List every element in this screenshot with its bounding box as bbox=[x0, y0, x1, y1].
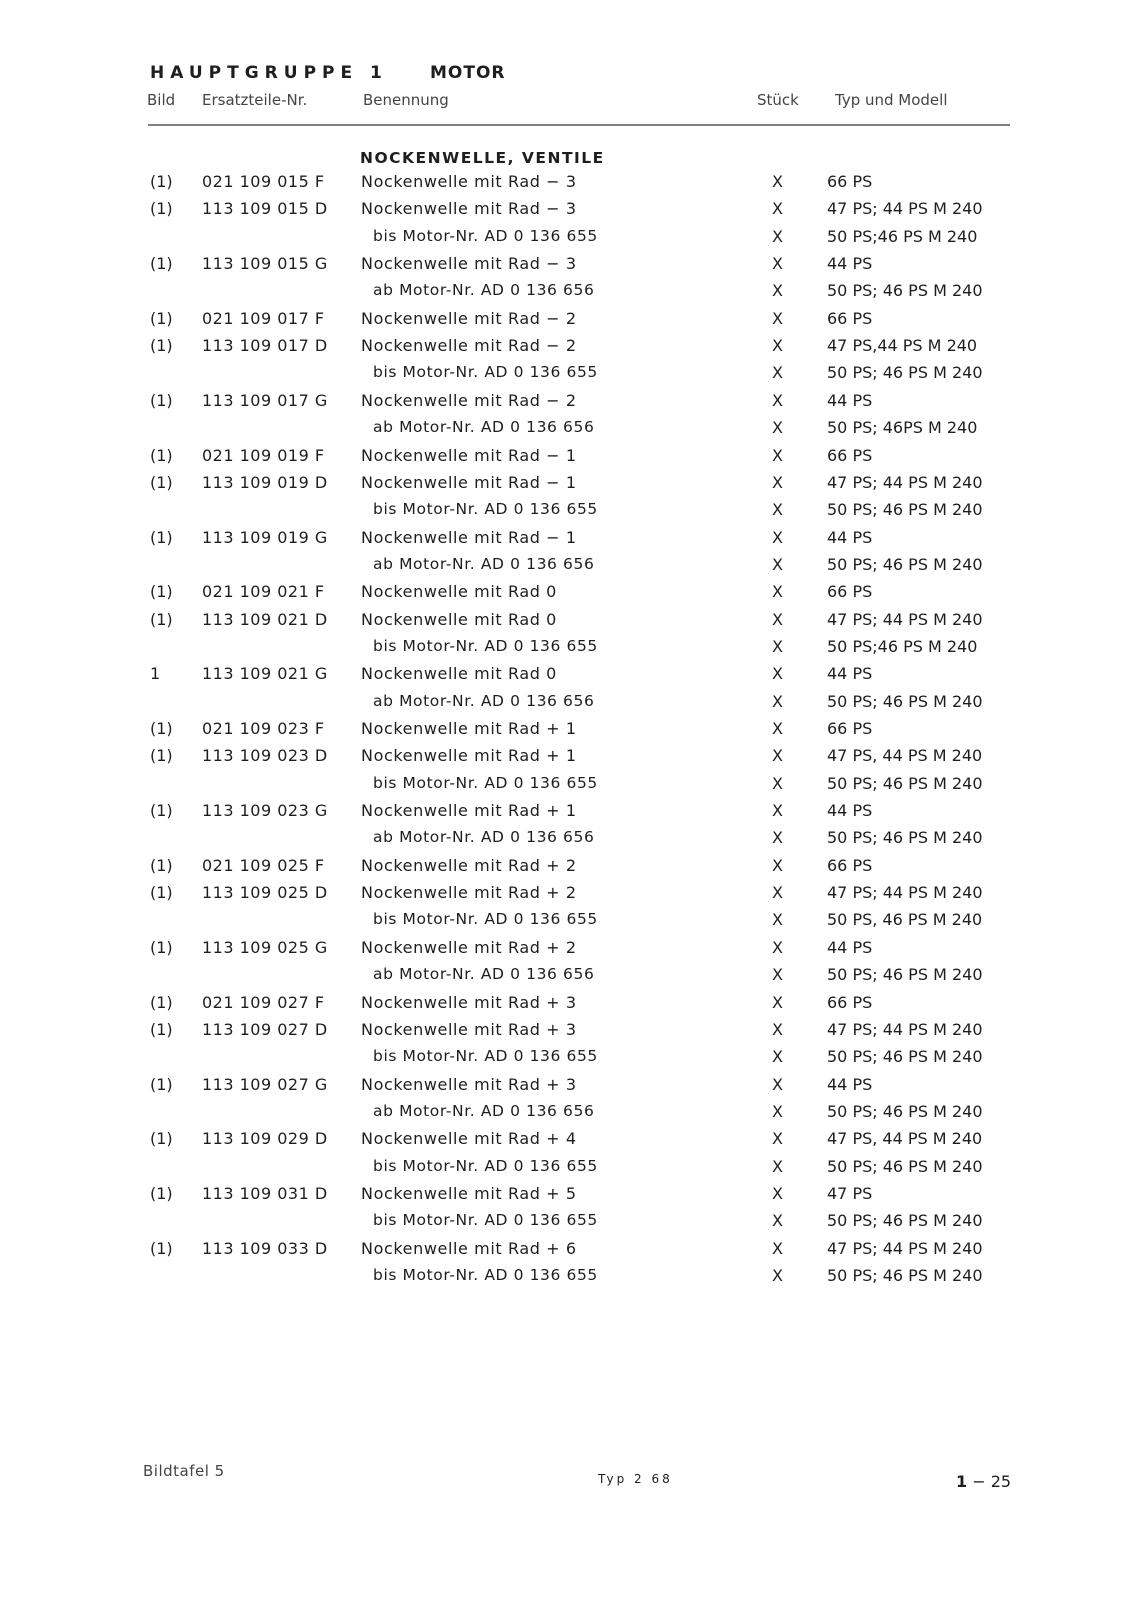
part-number-cell: 113 109 017 D bbox=[202, 336, 328, 356]
part-number-cell: 021 109 017 F bbox=[202, 308, 325, 328]
quantity-cell: X bbox=[772, 910, 783, 930]
quantity-cell: X bbox=[772, 937, 783, 957]
bild-cell: (1) bbox=[150, 883, 173, 903]
table-row bbox=[0, 254, 1136, 281]
page-number bbox=[956, 1472, 1011, 1491]
quantity-cell: X bbox=[772, 1211, 783, 1231]
table-row bbox=[0, 719, 1136, 746]
column-header-type-model: Typ und Modell bbox=[835, 91, 948, 109]
table-row bbox=[0, 610, 1136, 637]
main-group-title: HAUPTGRUPPE 1 bbox=[150, 63, 388, 83]
type-model-cell: 44 PS bbox=[827, 801, 873, 821]
part-number-cell: 113 109 019 G bbox=[202, 527, 328, 547]
quantity-cell: X bbox=[772, 1238, 783, 1258]
quantity-cell: X bbox=[772, 855, 783, 875]
quantity-cell: X bbox=[772, 1101, 783, 1121]
table-row bbox=[0, 391, 1136, 418]
column-header-quantity: Stück bbox=[757, 91, 799, 109]
table-row bbox=[0, 1239, 1136, 1266]
bild-cell: (1) bbox=[150, 1183, 173, 1203]
quantity-cell: X bbox=[772, 472, 783, 492]
description-cell: bis Motor-Nr. AD 0 136 655 bbox=[373, 1047, 598, 1066]
description-cell: bis Motor-Nr. AD 0 136 655 bbox=[373, 636, 598, 655]
table-row bbox=[0, 446, 1136, 473]
type-model-cell: 47 PS; 44 PS M 240 bbox=[827, 472, 983, 492]
bild-cell: 1 bbox=[150, 664, 161, 684]
description-cell: bis Motor-Nr. AD 0 136 655 bbox=[373, 1266, 598, 1284]
table-row bbox=[0, 1266, 1136, 1293]
description-cell: bis Motor-Nr. AD 0 136 655 bbox=[373, 226, 598, 245]
description-cell: ab Motor-Nr. AD 0 136 656 bbox=[373, 828, 595, 847]
type-model-cell: 66 PS bbox=[827, 992, 873, 1012]
type-model-cell: 50 PS; 46 PS M 240 bbox=[827, 773, 983, 793]
table-row bbox=[0, 555, 1136, 582]
quantity-cell: X bbox=[772, 719, 783, 738]
quantity-cell: X bbox=[772, 828, 783, 848]
table-row bbox=[0, 692, 1136, 719]
part-number-cell: 113 109 027 D bbox=[202, 1019, 328, 1039]
quantity-cell: X bbox=[772, 254, 783, 274]
quantity-cell: X bbox=[772, 336, 783, 356]
description-cell: Nockenwelle mit Rad + 2 bbox=[361, 883, 577, 903]
type-model-cell: 66 PS bbox=[827, 308, 873, 328]
page-number-group: 1 bbox=[956, 1472, 968, 1491]
part-number-cell: 113 109 019 D bbox=[202, 472, 328, 492]
type-model-cell: 44 PS bbox=[827, 254, 873, 274]
type-model-cell: 50 PS;46 PS M 240 bbox=[827, 636, 978, 656]
part-number-cell: 113 109 025 G bbox=[202, 937, 328, 957]
type-model-cell: 47 PS; 44 PS M 240 bbox=[827, 609, 983, 629]
bild-cell: (1) bbox=[150, 937, 173, 957]
bild-cell: (1) bbox=[150, 801, 173, 821]
quantity-cell: X bbox=[772, 554, 783, 574]
part-number-cell: 021 109 027 F bbox=[202, 992, 325, 1012]
type-model-cell: 50 PS; 46 PS M 240 bbox=[827, 1101, 983, 1121]
bild-cell: (1) bbox=[150, 1074, 173, 1094]
quantity-cell: X bbox=[772, 1183, 783, 1203]
type-model-cell: 50 PS; 46 PS M 240 bbox=[827, 965, 983, 985]
type-model-cell: 44 PS bbox=[827, 527, 873, 547]
quantity-cell: X bbox=[772, 1266, 783, 1285]
part-number-cell: 113 109 031 D bbox=[202, 1183, 328, 1203]
part-number-cell: 113 109 023 G bbox=[202, 801, 328, 821]
description-cell: Nockenwelle mit Rad − 1 bbox=[361, 445, 577, 465]
type-model-cell: 50 PS; 46PS M 240 bbox=[827, 418, 978, 438]
description-cell: Nockenwelle mit Rad − 1 bbox=[361, 527, 577, 547]
type-model-cell: 47 PS, 44 PS M 240 bbox=[827, 746, 983, 766]
quantity-cell: X bbox=[772, 308, 783, 328]
type-model-cell: 47 PS; 44 PS M 240 bbox=[827, 1019, 983, 1039]
column-header-bild: Bild bbox=[147, 91, 176, 109]
section-title: MOTOR bbox=[430, 63, 506, 83]
description-cell: Nockenwelle mit Rad + 1 bbox=[361, 801, 577, 821]
description-cell: Nockenwelle mit Rad + 3 bbox=[361, 992, 577, 1012]
table-row bbox=[0, 1020, 1136, 1047]
group-heading: NOCKENWELLE, VENTILE bbox=[360, 149, 605, 167]
type-model-cell: 50 PS; 46 PS M 240 bbox=[827, 691, 983, 711]
quantity-cell: X bbox=[772, 691, 783, 711]
quantity-cell: X bbox=[772, 226, 783, 246]
type-model-cell: 50 PS; 46 PS M 240 bbox=[827, 554, 983, 574]
type-model-cell: 50 PS; 46 PS M 240 bbox=[827, 1156, 983, 1176]
description-cell: Nockenwelle mit Rad − 3 bbox=[361, 254, 577, 274]
bild-cell: (1) bbox=[150, 746, 173, 766]
part-number-cell: 113 109 021 G bbox=[202, 664, 328, 684]
part-number-cell: 021 109 023 F bbox=[202, 719, 325, 738]
type-model-cell: 47 PS; 44 PS M 240 bbox=[827, 199, 983, 219]
table-row bbox=[0, 582, 1136, 609]
description-cell: Nockenwelle mit Rad + 2 bbox=[361, 937, 577, 957]
description-cell: Nockenwelle mit Rad 0 bbox=[361, 609, 557, 629]
table-row bbox=[0, 199, 1136, 226]
table-row bbox=[0, 227, 1136, 254]
quantity-cell: X bbox=[772, 1019, 783, 1039]
table-row bbox=[0, 1075, 1136, 1102]
bild-cell: (1) bbox=[150, 199, 173, 219]
table-row bbox=[0, 1157, 1136, 1184]
description-cell: Nockenwelle mit Rad − 2 bbox=[361, 336, 577, 356]
table-row bbox=[0, 363, 1136, 390]
description-cell: bis Motor-Nr. AD 0 136 655 bbox=[373, 1156, 598, 1175]
type-model-cell: 50 PS; 46 PS M 240 bbox=[827, 500, 983, 520]
type-model-cell: 50 PS; 46 PS M 240 bbox=[827, 1266, 983, 1285]
bild-cell: (1) bbox=[150, 445, 173, 465]
description-cell: ab Motor-Nr. AD 0 136 656 bbox=[373, 281, 595, 300]
type-model-cell: 50 PS, 46 PS M 240 bbox=[827, 910, 983, 930]
quantity-cell: X bbox=[772, 664, 783, 684]
type-model-cell: 66 PS bbox=[827, 719, 873, 738]
bild-cell: (1) bbox=[150, 527, 173, 547]
part-number-cell: 113 109 027 G bbox=[202, 1074, 328, 1094]
table-row bbox=[0, 910, 1136, 937]
bild-cell: (1) bbox=[150, 1238, 173, 1258]
bild-cell: (1) bbox=[150, 719, 173, 738]
part-number-cell: 021 109 025 F bbox=[202, 855, 325, 875]
column-header-description: Benennung bbox=[363, 91, 449, 109]
table-row bbox=[0, 883, 1136, 910]
bild-cell: (1) bbox=[150, 254, 173, 274]
table-row bbox=[0, 281, 1136, 308]
table-row bbox=[0, 1211, 1136, 1238]
part-number-cell: 113 109 017 G bbox=[202, 390, 328, 410]
part-number-cell: 113 109 033 D bbox=[202, 1238, 328, 1258]
description-cell: bis Motor-Nr. AD 0 136 655 bbox=[373, 500, 598, 519]
quantity-cell: X bbox=[772, 390, 783, 410]
bild-cell: (1) bbox=[150, 336, 173, 356]
description-cell: Nockenwelle mit Rad + 5 bbox=[361, 1183, 577, 1203]
part-number-cell: 021 109 019 F bbox=[202, 445, 325, 465]
table-row bbox=[0, 993, 1136, 1020]
table-row bbox=[0, 801, 1136, 828]
description-cell: bis Motor-Nr. AD 0 136 655 bbox=[373, 363, 598, 382]
table-row bbox=[0, 938, 1136, 965]
part-number-cell: 021 109 021 F bbox=[202, 582, 325, 602]
table-row bbox=[0, 965, 1136, 992]
quantity-cell: X bbox=[772, 1047, 783, 1067]
type-model-cell: 47 PS,44 PS M 240 bbox=[827, 336, 978, 356]
description-cell: ab Motor-Nr. AD 0 136 656 bbox=[373, 965, 595, 984]
description-cell: Nockenwelle mit Rad 0 bbox=[361, 582, 557, 602]
description-cell: Nockenwelle mit Rad + 2 bbox=[361, 855, 577, 875]
type-model-cell: 50 PS; 46 PS M 240 bbox=[827, 1211, 983, 1231]
quantity-cell: X bbox=[772, 418, 783, 438]
description-cell: Nockenwelle mit Rad − 2 bbox=[361, 308, 577, 328]
type-model-cell: 50 PS;46 PS M 240 bbox=[827, 226, 978, 246]
bild-cell: (1) bbox=[150, 1019, 173, 1039]
bild-cell: (1) bbox=[150, 390, 173, 410]
type-model-cell: 44 PS bbox=[827, 390, 873, 410]
quantity-cell: X bbox=[772, 363, 783, 383]
quantity-cell: X bbox=[772, 172, 783, 191]
quantity-cell: X bbox=[772, 527, 783, 547]
description-cell: bis Motor-Nr. AD 0 136 655 bbox=[373, 1211, 598, 1230]
type-model-cell: 47 PS; 44 PS M 240 bbox=[827, 1238, 983, 1258]
bild-cell: (1) bbox=[150, 992, 173, 1012]
description-cell: ab Motor-Nr. AD 0 136 656 bbox=[373, 554, 595, 573]
bild-cell: (1) bbox=[150, 582, 173, 602]
table-row bbox=[0, 1047, 1136, 1074]
quantity-cell: X bbox=[772, 965, 783, 985]
table-row bbox=[0, 1184, 1136, 1211]
table-row bbox=[0, 309, 1136, 336]
description-cell: ab Motor-Nr. AD 0 136 656 bbox=[373, 418, 595, 437]
table-row bbox=[0, 473, 1136, 500]
description-cell: bis Motor-Nr. AD 0 136 655 bbox=[373, 910, 598, 929]
part-number-cell: 021 109 015 F bbox=[202, 172, 325, 191]
quantity-cell: X bbox=[772, 883, 783, 903]
quantity-cell: X bbox=[772, 582, 783, 602]
quantity-cell: X bbox=[772, 1074, 783, 1094]
type-model-cell: 50 PS; 46 PS M 240 bbox=[827, 281, 983, 301]
type-model-cell: 44 PS bbox=[827, 1074, 873, 1094]
part-number-cell: 113 109 029 D bbox=[202, 1129, 328, 1149]
description-cell: Nockenwelle mit Rad + 1 bbox=[361, 719, 577, 738]
type-model-cell: 50 PS; 46 PS M 240 bbox=[827, 1047, 983, 1067]
type-model-cell: 47 PS, 44 PS M 240 bbox=[827, 1129, 983, 1149]
part-number-cell: 113 109 015 G bbox=[202, 254, 328, 274]
bild-cell: (1) bbox=[150, 855, 173, 875]
quantity-cell: X bbox=[772, 636, 783, 656]
quantity-cell: X bbox=[772, 609, 783, 629]
table-row bbox=[0, 856, 1136, 883]
bild-cell: (1) bbox=[150, 609, 173, 629]
table-row bbox=[0, 1102, 1136, 1129]
quantity-cell: X bbox=[772, 773, 783, 793]
table-row bbox=[0, 828, 1136, 855]
page-number-value: 25 bbox=[990, 1472, 1012, 1491]
description-cell: Nockenwelle mit Rad + 4 bbox=[361, 1129, 577, 1149]
part-number-cell: 113 109 023 D bbox=[202, 746, 328, 766]
description-cell: Nockenwelle mit Rad − 2 bbox=[361, 390, 577, 410]
type-model-cell: 47 PS bbox=[827, 1183, 873, 1203]
type-model-cell: 44 PS bbox=[827, 937, 873, 957]
type-model-cell: 44 PS bbox=[827, 664, 873, 684]
type-model-cell: 66 PS bbox=[827, 582, 873, 602]
quantity-cell: X bbox=[772, 992, 783, 1012]
description-cell: ab Motor-Nr. AD 0 136 656 bbox=[373, 1101, 595, 1120]
table-row bbox=[0, 774, 1136, 801]
bild-cell: (1) bbox=[150, 172, 173, 191]
part-number-cell: 113 109 025 D bbox=[202, 883, 328, 903]
table-row bbox=[0, 172, 1136, 199]
description-cell: Nockenwelle mit Rad + 1 bbox=[361, 746, 577, 766]
table-row bbox=[0, 746, 1136, 773]
quantity-cell: X bbox=[772, 281, 783, 301]
type-model-cell: 47 PS; 44 PS M 240 bbox=[827, 883, 983, 903]
table-row bbox=[0, 664, 1136, 691]
quantity-cell: X bbox=[772, 746, 783, 766]
header-divider bbox=[148, 124, 1010, 126]
table-row bbox=[0, 418, 1136, 445]
bild-cell: (1) bbox=[150, 1129, 173, 1149]
vehicle-type: Typ 2 68 bbox=[598, 1472, 673, 1486]
description-cell: Nockenwelle mit Rad 0 bbox=[361, 664, 557, 684]
description-cell: Nockenwelle mit Rad + 6 bbox=[361, 1238, 577, 1258]
quantity-cell: X bbox=[772, 1129, 783, 1149]
description-cell: ab Motor-Nr. AD 0 136 656 bbox=[373, 691, 595, 710]
type-model-cell: 50 PS; 46 PS M 240 bbox=[827, 828, 983, 848]
quantity-cell: X bbox=[772, 801, 783, 821]
table-row bbox=[0, 637, 1136, 664]
description-cell: Nockenwelle mit Rad + 3 bbox=[361, 1074, 577, 1094]
type-model-cell: 66 PS bbox=[827, 445, 873, 465]
bild-cell: (1) bbox=[150, 472, 173, 492]
quantity-cell: X bbox=[772, 500, 783, 520]
column-header-part-number: Ersatzteile-Nr. bbox=[202, 91, 308, 109]
description-cell: Nockenwelle mit Rad − 3 bbox=[361, 172, 577, 191]
type-model-cell: 66 PS bbox=[827, 855, 873, 875]
quantity-cell: X bbox=[772, 445, 783, 465]
plate-reference: Bildtafel 5 bbox=[143, 1462, 225, 1480]
table-row bbox=[0, 336, 1136, 363]
quantity-cell: X bbox=[772, 1156, 783, 1176]
description-cell: Nockenwelle mit Rad − 1 bbox=[361, 472, 577, 492]
table-row bbox=[0, 500, 1136, 527]
part-number-cell: 113 109 015 D bbox=[202, 199, 328, 219]
part-number-cell: 113 109 021 D bbox=[202, 609, 328, 629]
description-cell: Nockenwelle mit Rad − 3 bbox=[361, 199, 577, 219]
bild-cell: (1) bbox=[150, 308, 173, 328]
page-number-separator: − bbox=[967, 1472, 991, 1491]
type-model-cell: 50 PS; 46 PS M 240 bbox=[827, 363, 983, 383]
type-model-cell: 66 PS bbox=[827, 172, 873, 191]
description-cell: bis Motor-Nr. AD 0 136 655 bbox=[373, 773, 598, 792]
table-row bbox=[0, 1129, 1136, 1156]
table-row bbox=[0, 528, 1136, 555]
quantity-cell: X bbox=[772, 199, 783, 219]
description-cell: Nockenwelle mit Rad + 3 bbox=[361, 1019, 577, 1039]
